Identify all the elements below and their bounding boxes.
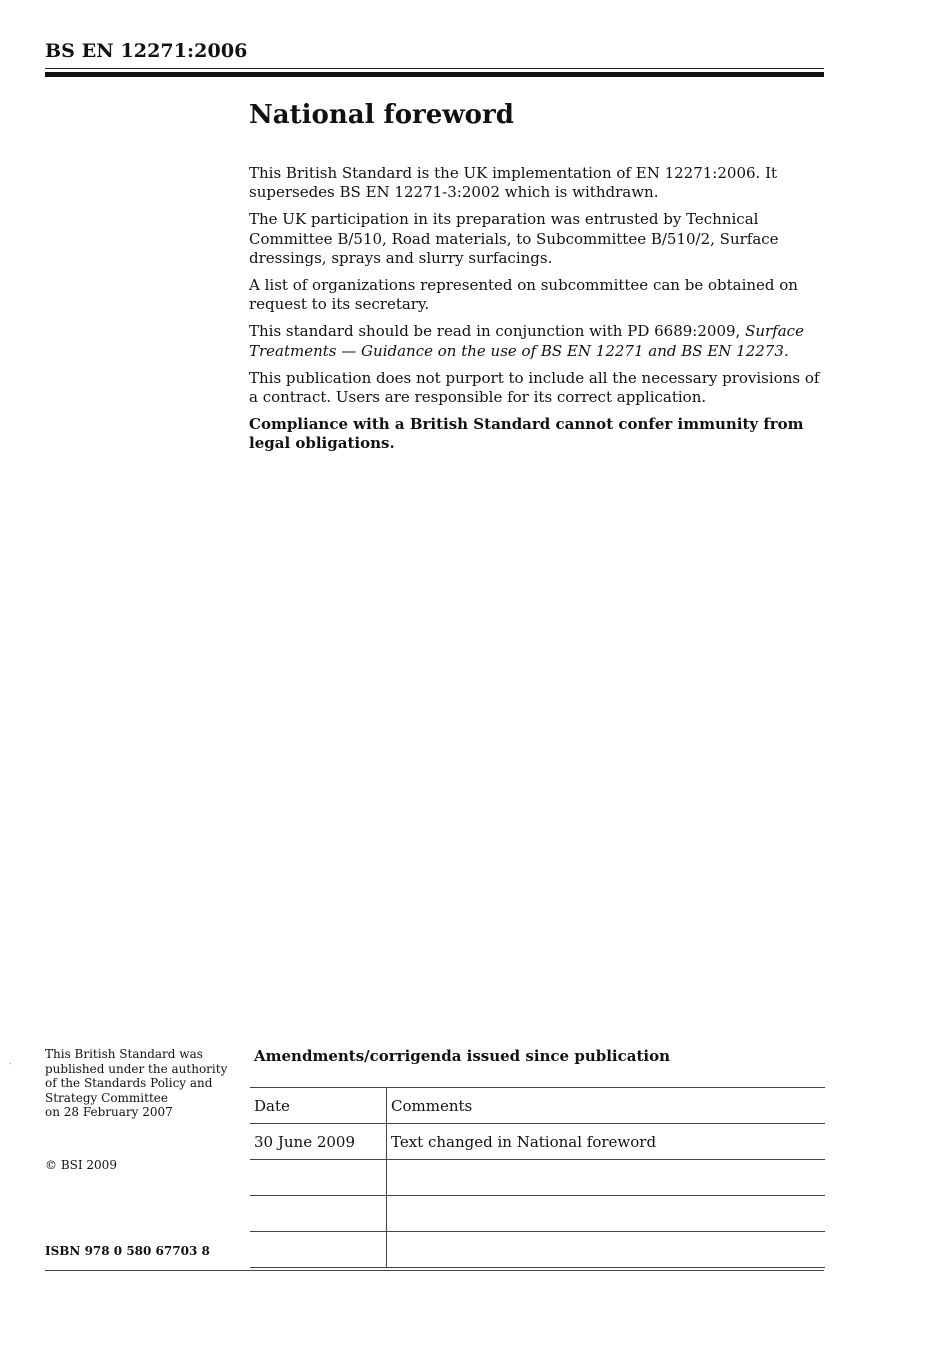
publication-note [45, 1047, 235, 1120]
amendment-comment [387, 1196, 826, 1232]
foreword-paragraph-3: A list of organizations represented on subcommittee can be obtained on request to its secretary. [249, 276, 798, 314]
header-comments: Comments [387, 1088, 826, 1124]
copyright-notice: © BSI 2009 [45, 1158, 117, 1172]
foreword-paragraph-4-text: This standard should be read in conjunction with PD 6689:2009, [249, 322, 746, 341]
foreword-paragraph-2: The UK participation in its preparation was entrusted by Technical Committee B/510, Road materials, to Subcommittee B/510/2, Surface dressings, sprays and slurry surfacings. [249, 210, 779, 268]
foreword-paragraph-1: This British Standard is the UK implementation of EN 12271:2006. It supersedes BS EN 12271-3:2002 which is withdrawn. [249, 164, 778, 202]
amendment-date [250, 1232, 387, 1268]
foreword-paragraph-4-title: Surface Treatments — Guidance on the use of BS EN 12271 and BS EN 12273. [249, 322, 804, 360]
foreword-paragraph-4 [249, 322, 824, 361]
publication-note-line: Strategy Committee [45, 1090, 168, 1105]
table-row [250, 1160, 825, 1196]
amendment-date [250, 1196, 387, 1232]
table-row [250, 1124, 825, 1160]
amendment-comment [387, 1232, 826, 1268]
foreword-body [249, 164, 824, 461]
document-id: BS EN 12271:2006 [45, 40, 248, 62]
header-date: Date [250, 1088, 387, 1124]
amendments-table [250, 1087, 825, 1268]
compliance-notice: Compliance with a British Standard cannot confer immunity from legal obligations. [249, 414, 804, 453]
page-title: National foreword [249, 100, 514, 130]
amendments-title: Amendments/corrigenda issued since publication [254, 1047, 670, 1065]
publication-note-line: This British Standard was [45, 1047, 203, 1061]
isbn: ISBN 978 0 580 67703 8 [45, 1244, 210, 1258]
header-rule-thick [45, 72, 824, 77]
header-rule-thin [45, 68, 824, 69]
amendment-date: 30 June 2009 [250, 1124, 387, 1160]
publication-note-line: on 28 February 2007 [45, 1105, 173, 1120]
footer-rule [45, 1270, 824, 1271]
table-header-row [250, 1088, 825, 1124]
amendment-date [250, 1160, 387, 1196]
amendment-comment [387, 1160, 826, 1196]
foreword-paragraph-5: This publication does not purport to include all the necessary provisions of a contract. Users are responsible for its correct application. [249, 368, 820, 407]
margin-mark: - [9, 1060, 12, 1068]
table-row [250, 1196, 825, 1232]
publication-note-line: published under the authority [45, 1061, 228, 1076]
publication-note-line: of the Standards Policy and [45, 1076, 213, 1091]
table-row [250, 1232, 825, 1268]
amendment-comment: Text changed in National foreword [387, 1124, 826, 1160]
